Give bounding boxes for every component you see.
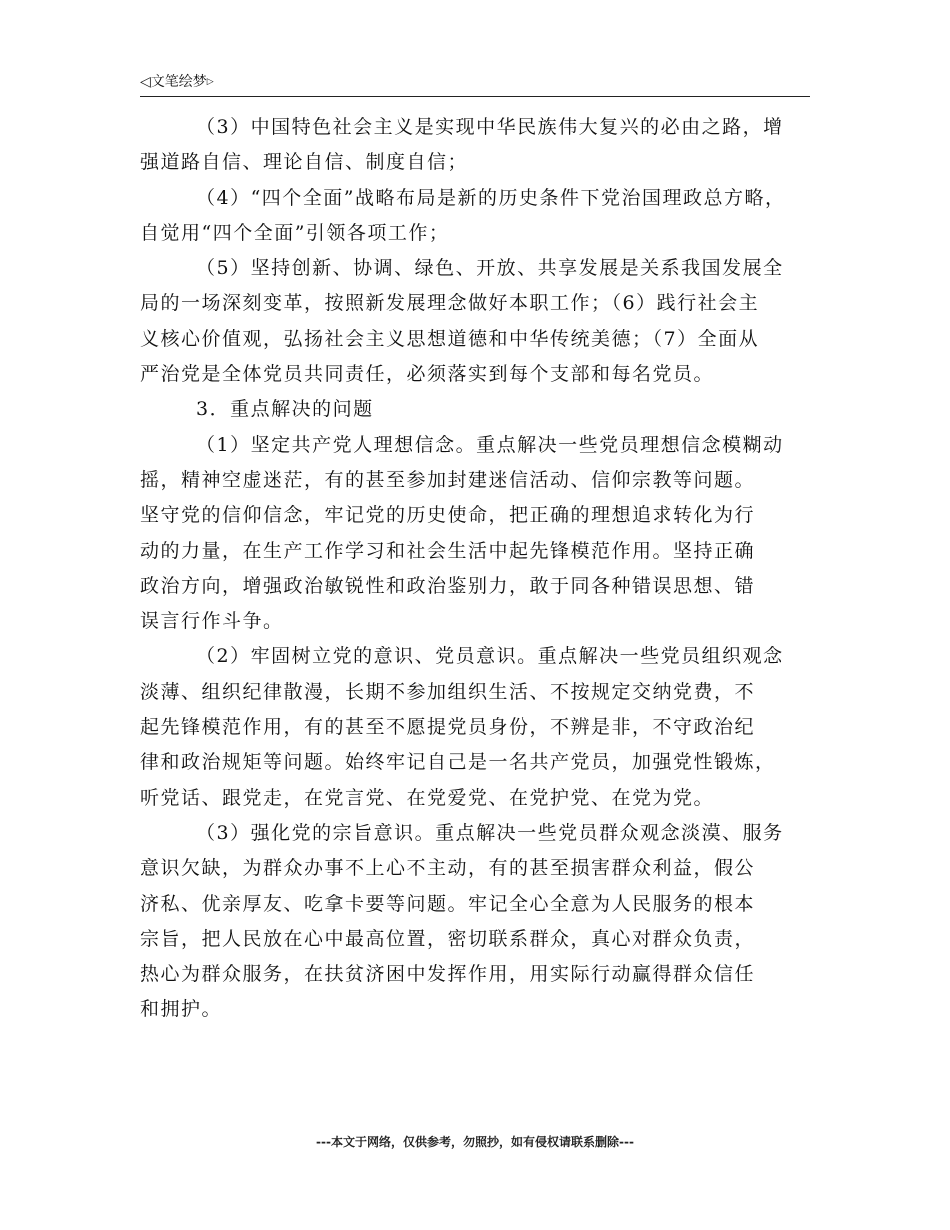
text-line: （4）“四个全面”战略布局是新的历史条件下党治国理政总方略， [196,186,786,209]
text-line: （5）坚持创新、协调、绿色、开放、共享发展是关系我国发展全 [196,257,784,280]
text-line: 听党话、跟党走，在党言党、在党爱党、在党护党、在党为党。 [140,786,715,809]
text-line: 动的力量，在生产工作学习和社会生活中起先锋模范作用。坚持正确 [140,539,756,562]
text-line: 义核心价值观，弘扬社会主义思想道德和中华传统美德；（7）全面从 [140,327,760,350]
page-footer: ---本文于网络，仅供参考，勿照抄，如有侵权请联系删除--- [316,1135,634,1149]
text-line: 自觉用“四个全面”引领各项工作； [140,221,450,244]
text-line: 政治方向，增强政治敏锐性和政治鉴别力，敢于同各种错误思想、错 [140,574,756,597]
right-triangle-icon: ▷ [206,77,214,87]
text-line: 坚守党的信仰信念，牢记党的历史使命，把正确的理想追求转化为行 [140,504,756,527]
text-line: （3）强化党的宗旨意识。重点解决一些党员群众观念淡漠、服务 [196,821,784,844]
section-heading: 3．重点解决的问题 [196,398,374,421]
text-line: 意识欠缺，为群众办事不上心不主动，有的甚至损害群众利益，假公 [140,857,756,880]
text-line: 济私、优亲厚友、吃拿卡要等问题。牢记全心全意为人民服务的根本 [140,892,756,915]
text-line: 局的一场深刻变革，按照新发展理念做好本职工作；（6）践行社会主 [140,292,760,315]
text-line: 起先锋模范作用，有的甚至不愿提党员身份，不辨是非，不守政治纪 [140,716,756,739]
text-line: （2）牢固树立党的意识、党员意识。重点解决一些党员组织观念 [196,645,784,668]
text-line: 严治党是全体党员共同责任，必须落实到每个支部和每名党员。 [140,363,715,386]
text-line: （1）坚定共产党人理想信念。重点解决一些党员理想信念模糊动 [196,433,784,456]
text-line: 误言行作斗争。 [140,610,284,633]
text-line: 强道路自信、理论自信、制度自信； [140,151,469,174]
text-line: 和拥护。 [140,998,223,1021]
text-line: 淡薄、组织纪律散漫，长期不参加组织生活、不按规定交纳党费，不 [140,680,756,703]
text-line: 律和政治规矩等问题。始终牢记自己是一名共产党员，加强党性锻炼， [140,751,776,774]
left-triangle-icon: ◁ [140,74,151,90]
page-header [140,72,810,97]
text-line: 宗旨，把人民放在心中最高位置，密切联系群众，真心对群众负责， [140,927,756,950]
header-title: 文笔绘梦 [150,74,207,90]
document-body [140,110,820,1028]
text-line: （3）中国特色社会主义是实现中华民族伟大复兴的必由之路，增 [196,116,784,138]
text-line: 热心为群众服务，在扶贫济困中发挥作用，用实际行动赢得群众信任 [140,963,756,986]
text-line: 摇，精神空虚迷茫，有的甚至参加封建迷信活动、信仰宗教等问题。 [140,468,756,491]
